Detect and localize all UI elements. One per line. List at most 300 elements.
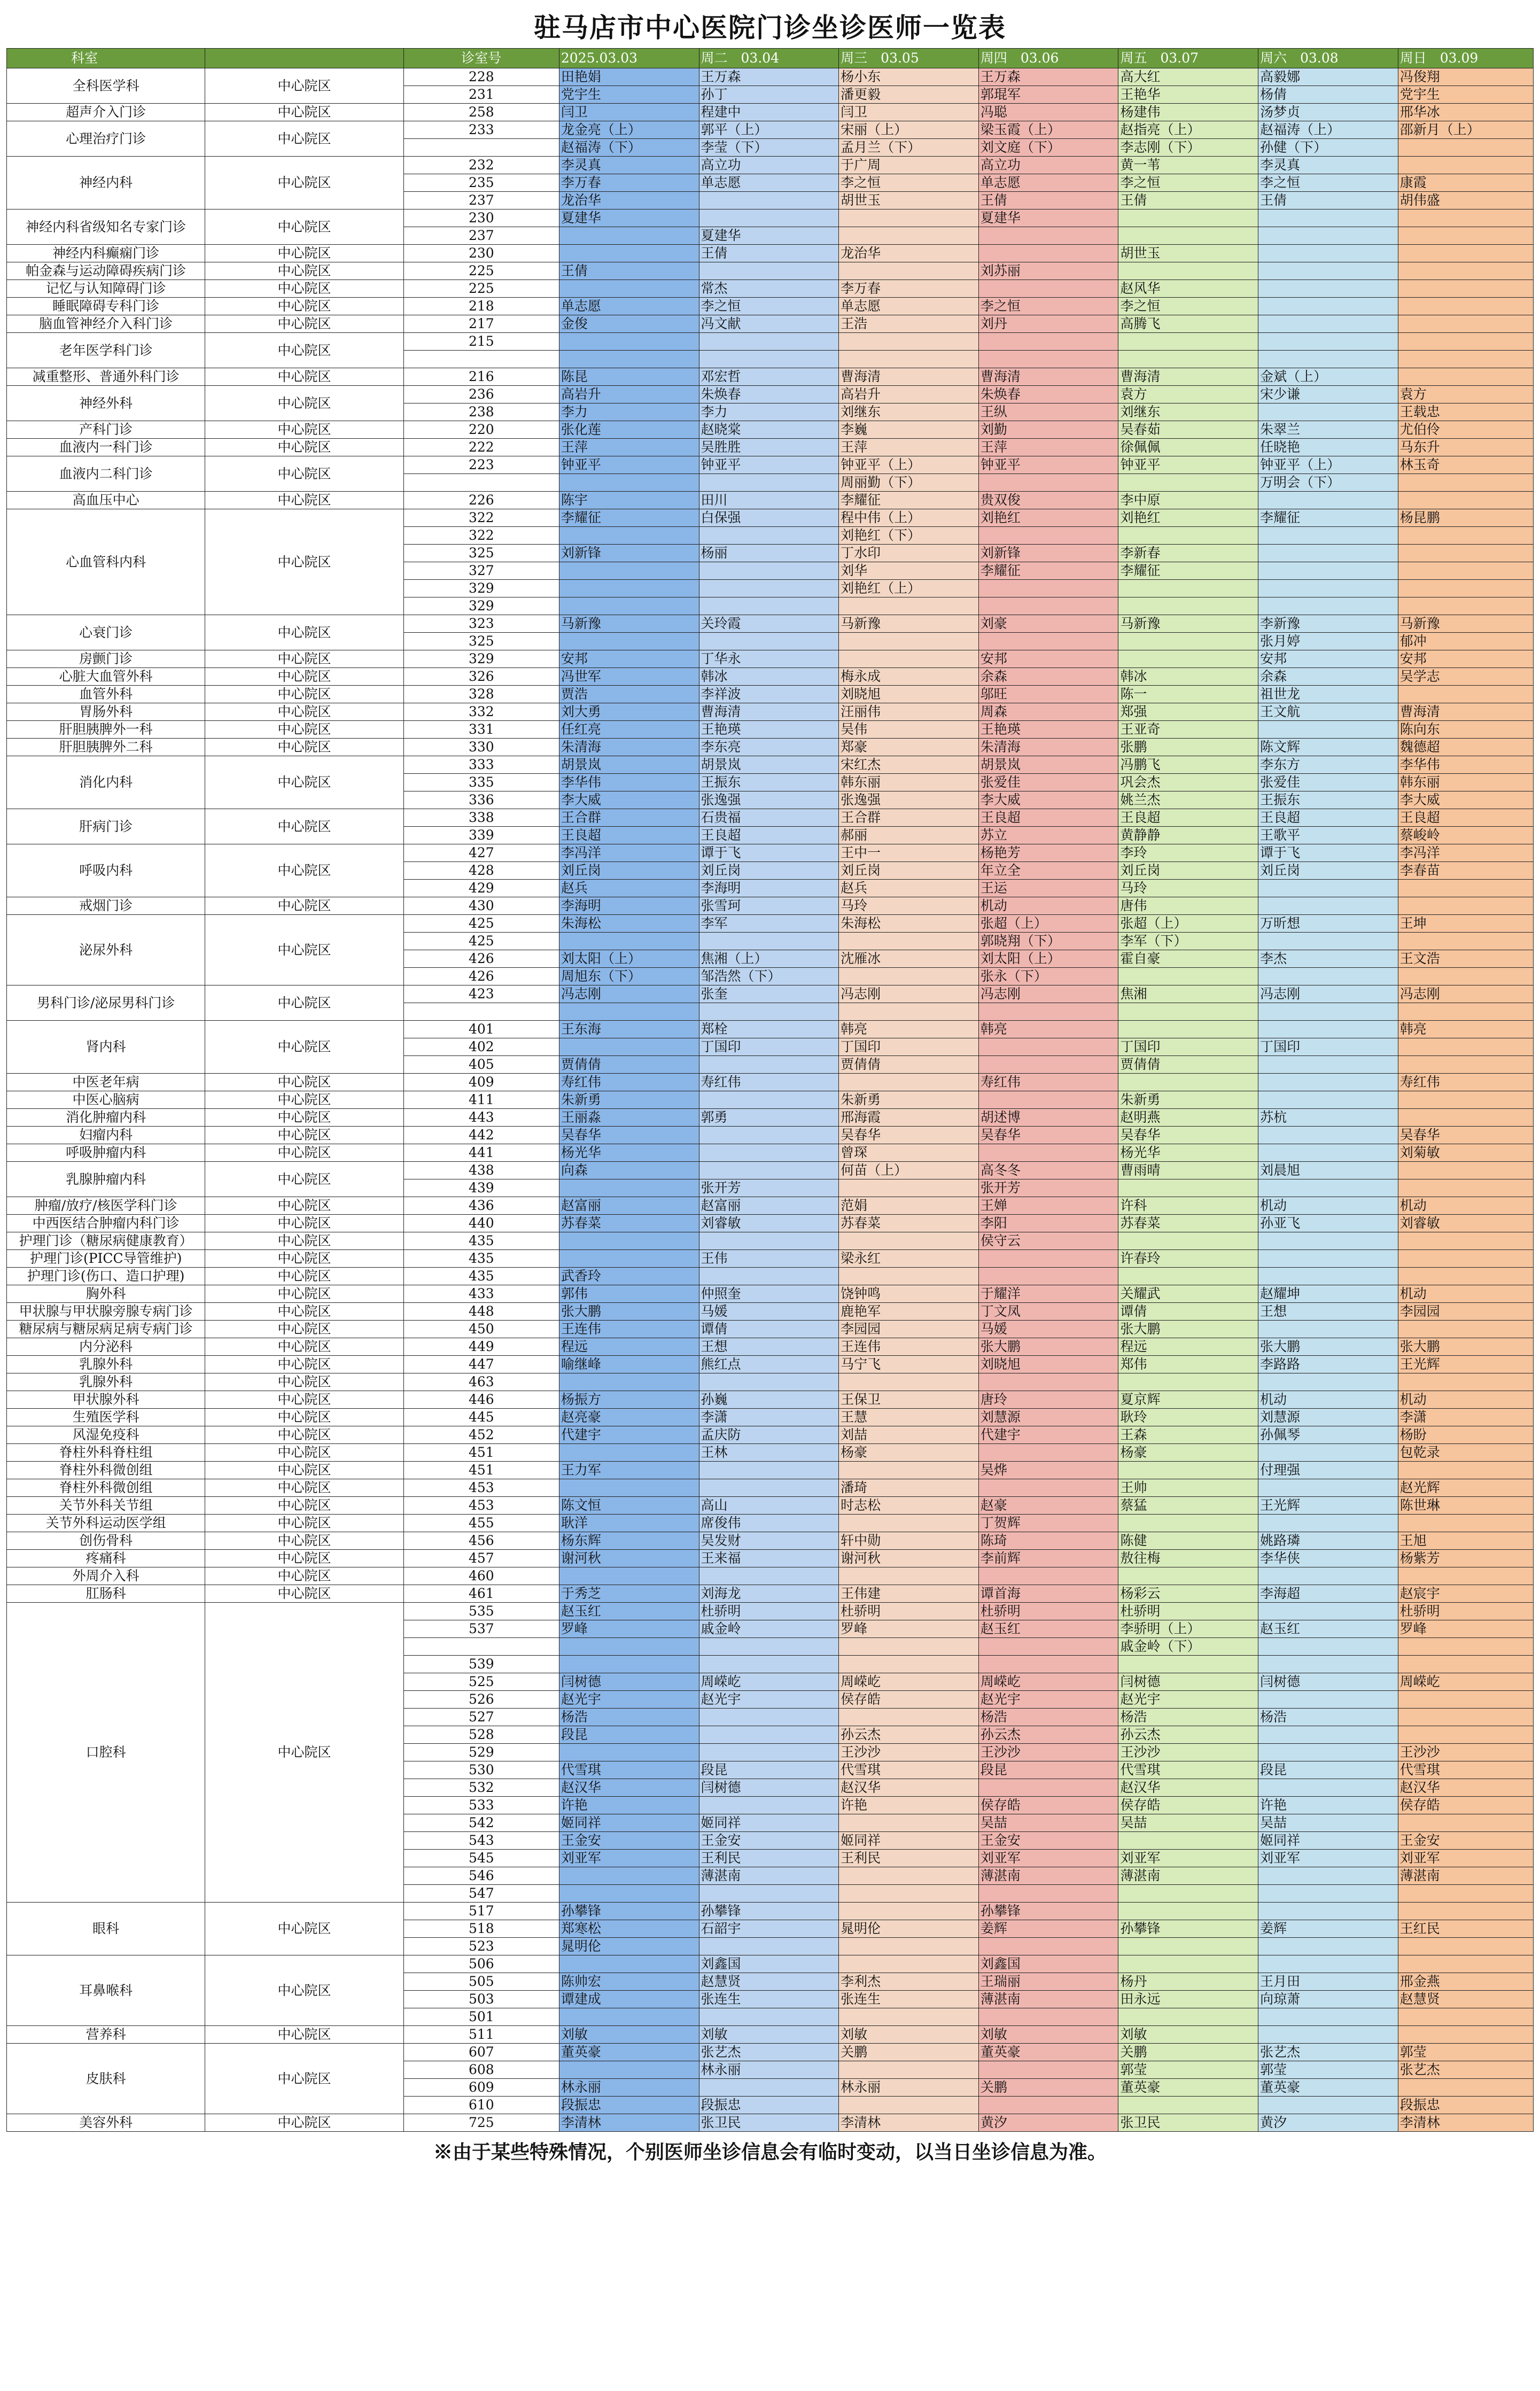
doctor-cell: 李莹（下） xyxy=(699,139,839,157)
doctor-cell xyxy=(699,1232,839,1250)
doctor-cell: 刘太阳（上） xyxy=(559,950,699,968)
doctor-cell xyxy=(1398,1709,1533,1726)
room-number: 339 xyxy=(403,827,559,844)
room-number: 463 xyxy=(403,1373,559,1391)
area-name: 中心院区 xyxy=(205,368,403,386)
doctor-cell: 侯存皓 xyxy=(1398,1797,1533,1814)
doctor-cell: 吴伟 xyxy=(839,721,979,739)
doctor-cell xyxy=(1118,2008,1258,2026)
doctor-cell: 丁水印 xyxy=(839,545,979,562)
doctor-cell: 党宇生 xyxy=(559,86,699,104)
doctor-cell: 王光辉 xyxy=(1398,1356,1533,1373)
doctor-cell: 李万春 xyxy=(839,280,979,298)
doctor-cell xyxy=(699,597,839,615)
room-number: 230 xyxy=(403,209,559,227)
doctor-cell: 周森 xyxy=(978,703,1118,721)
doctor-cell: 陈宇 xyxy=(559,492,699,509)
doctor-cell: 张月婷 xyxy=(1258,633,1398,650)
schedule-row xyxy=(7,1021,1534,1038)
doctor-cell: 唐玲 xyxy=(978,1391,1118,1409)
room-number: 430 xyxy=(403,897,559,915)
doctor-cell: 王倩 xyxy=(559,262,699,280)
room-number: 218 xyxy=(403,298,559,315)
doctor-cell: 孙云杰 xyxy=(978,1726,1118,1744)
doctor-cell xyxy=(1258,403,1398,421)
doctor-cell: 焦湘 xyxy=(1118,985,1258,1003)
schedule-row xyxy=(7,1303,1534,1321)
room-number: 338 xyxy=(403,809,559,827)
doctor-cell: 杨振方 xyxy=(559,1391,699,1409)
doctor-cell xyxy=(839,1656,979,1673)
doctor-cell: 郑强 xyxy=(1118,703,1258,721)
room-number: 439 xyxy=(403,1179,559,1197)
doctor-cell: 夏建华 xyxy=(978,209,1118,227)
doctor-cell: 刘豪 xyxy=(978,615,1118,633)
doctor-cell: 孙云杰 xyxy=(839,1726,979,1744)
doctor-cell: 马新豫 xyxy=(1118,615,1258,633)
room-number: 537 xyxy=(403,1620,559,1638)
doctor-cell: 赵光辉 xyxy=(1398,1479,1533,1497)
doctor-cell: 高冬冬 xyxy=(978,1162,1118,1179)
area-name: 中心院区 xyxy=(205,915,403,985)
area-name: 中心院区 xyxy=(205,1109,403,1127)
doctor-cell xyxy=(839,227,979,245)
doctor-cell: 薄湛南 xyxy=(1118,1867,1258,1885)
doctor-cell: 周嵘屹 xyxy=(839,1673,979,1691)
room-number: 237 xyxy=(403,192,559,209)
doctor-cell xyxy=(1118,1515,1258,1532)
doctor-cell: 杨光华 xyxy=(1118,1144,1258,1162)
doctor-cell: 刘晓旭 xyxy=(978,1356,1118,1373)
doctor-cell xyxy=(1118,209,1258,227)
doctor-cell xyxy=(1398,1179,1533,1197)
doctor-cell: 张艺杰 xyxy=(1258,2044,1398,2061)
doctor-cell: 杨艳芳 xyxy=(978,844,1118,862)
doctor-cell: 杨丹 xyxy=(1118,1973,1258,1991)
dept-name: 神经内科省级知名专家门诊 xyxy=(7,209,205,245)
area-name: 中心院区 xyxy=(205,1532,403,1550)
doctor-cell: 石韶宇 xyxy=(699,1920,839,1938)
area-name: 中心院区 xyxy=(205,985,403,1021)
doctor-cell: 刘新锋 xyxy=(559,545,699,562)
doctor-cell: 谭于飞 xyxy=(1258,844,1398,862)
doctor-cell xyxy=(559,1867,699,1885)
doctor-cell: 杨昆鹏 xyxy=(1398,509,1533,527)
dept-name: 呼吸内科 xyxy=(7,844,205,897)
doctor-cell xyxy=(1398,1638,1533,1656)
doctor-cell: 苏杭 xyxy=(1258,1109,1398,1127)
doctor-cell: 许艳 xyxy=(1258,1797,1398,1814)
schedule-row xyxy=(7,615,1534,633)
doctor-cell: 赵富丽 xyxy=(699,1197,839,1215)
room-number: 608 xyxy=(403,2061,559,2079)
doctor-cell: 王连伟 xyxy=(559,1321,699,1338)
doctor-cell xyxy=(978,597,1118,615)
room-number: 326 xyxy=(403,668,559,686)
doctor-cell: 张爱佳 xyxy=(978,774,1118,791)
doctor-cell xyxy=(1258,1867,1398,1885)
dept-name: 高血压中心 xyxy=(7,492,205,509)
doctor-cell: 张卫民 xyxy=(699,2114,839,2132)
doctor-cell: 杨丽 xyxy=(699,545,839,562)
doctor-cell: 王振东 xyxy=(699,774,839,791)
doctor-cell: 黄汐 xyxy=(978,2114,1118,2132)
doctor-cell xyxy=(1258,897,1398,915)
room-number: 402 xyxy=(403,1038,559,1056)
schedule-row xyxy=(7,1462,1534,1479)
doctor-cell xyxy=(1398,1003,1533,1021)
doctor-cell: 林永丽 xyxy=(559,2079,699,2097)
doctor-cell xyxy=(1118,1003,1258,1021)
room-number: 438 xyxy=(403,1162,559,1179)
doctor-cell: 杨盼 xyxy=(1398,1426,1533,1444)
doctor-cell xyxy=(559,1444,699,1462)
doctor-cell: 张大鹏 xyxy=(1118,1321,1258,1338)
doctor-cell: 刘海龙 xyxy=(699,1585,839,1603)
doctor-cell: 赵光宇 xyxy=(559,1691,699,1709)
doctor-cell: 刘丘岗 xyxy=(839,862,979,880)
doctor-cell: 谭倩 xyxy=(1118,1303,1258,1321)
doctor-cell: 王万森 xyxy=(978,68,1118,86)
room-number: 329 xyxy=(403,580,559,597)
doctor-cell xyxy=(978,474,1118,492)
doctor-cell: 王艳瑛 xyxy=(978,721,1118,739)
room-number: 258 xyxy=(403,104,559,121)
doctor-cell: 李力 xyxy=(699,403,839,421)
doctor-cell: 赵光宇 xyxy=(1118,1691,1258,1709)
doctor-cell: 许艳 xyxy=(559,1797,699,1814)
doctor-cell: 孟庆防 xyxy=(699,1426,839,1444)
schedule-row xyxy=(7,1338,1534,1356)
schedule-row xyxy=(7,915,1534,933)
doctor-cell: 刘亚军 xyxy=(1398,1850,1533,1867)
doctor-cell xyxy=(1118,227,1258,245)
room-number xyxy=(403,1638,559,1656)
doctor-cell: 陈健 xyxy=(1118,1532,1258,1550)
doctor-cell xyxy=(839,1955,979,1973)
doctor-cell: 刘亚军 xyxy=(559,1850,699,1867)
doctor-cell: 段昆 xyxy=(699,1761,839,1779)
doctor-cell xyxy=(1118,474,1258,492)
doctor-cell xyxy=(1398,245,1533,262)
schedule-row xyxy=(7,68,1534,86)
schedule-row xyxy=(7,1321,1534,1338)
doctor-cell: 朱清海 xyxy=(559,739,699,756)
doctor-cell xyxy=(559,580,699,597)
dept-name: 老年医学科门诊 xyxy=(7,333,205,368)
doctor-cell: 谭首海 xyxy=(978,1585,1118,1603)
doctor-cell: 任晓艳 xyxy=(1258,439,1398,456)
doctor-cell: 闫卫 xyxy=(559,104,699,121)
room-number: 332 xyxy=(403,703,559,721)
doctor-cell: 胡景岚 xyxy=(559,756,699,774)
doctor-cell xyxy=(1258,227,1398,245)
doctor-cell: 韩东丽 xyxy=(1398,774,1533,791)
doctor-cell xyxy=(839,1462,979,1479)
doctor-cell xyxy=(1258,351,1398,368)
room-number: 237 xyxy=(403,227,559,245)
doctor-cell: 王倩 xyxy=(1118,192,1258,209)
area-name: 中心院区 xyxy=(205,104,403,121)
room-number: 231 xyxy=(403,86,559,104)
doctor-cell: 焦湘（上） xyxy=(699,950,839,968)
doctor-cell: 代雪琪 xyxy=(1118,1761,1258,1779)
doctor-cell: 机动 xyxy=(1398,1197,1533,1215)
doctor-cell: 王良超 xyxy=(699,827,839,844)
doctor-cell xyxy=(839,933,979,950)
doctor-cell: 张永（下） xyxy=(978,968,1118,985)
area-name: 中心院区 xyxy=(205,1232,403,1250)
doctor-cell xyxy=(1118,1179,1258,1197)
doctor-cell: 机动 xyxy=(1398,1285,1533,1303)
area-name: 中心院区 xyxy=(205,844,403,897)
doctor-cell: 关耀武 xyxy=(1118,1285,1258,1303)
dept-name: 口腔科 xyxy=(7,1603,205,1903)
doctor-cell xyxy=(1258,1656,1398,1673)
doctor-cell: 刘亚军 xyxy=(1258,1850,1398,1867)
doctor-cell xyxy=(1258,209,1398,227)
doctor-cell: 姬同祥 xyxy=(559,1814,699,1832)
doctor-cell: 张开芳 xyxy=(699,1179,839,1197)
doctor-cell xyxy=(1398,1321,1533,1338)
schedule-row xyxy=(7,509,1534,527)
dept-name: 脊柱外科微创组 xyxy=(7,1479,205,1497)
doctor-cell: 李清林 xyxy=(839,2114,979,2132)
doctor-cell: 杨小东 xyxy=(839,68,979,86)
doctor-cell xyxy=(1398,1955,1533,1973)
doctor-cell xyxy=(978,1779,1118,1797)
doctor-cell xyxy=(559,1567,699,1585)
doctor-cell xyxy=(1258,1321,1398,1338)
room-number: 453 xyxy=(403,1497,559,1515)
room-number: 528 xyxy=(403,1726,559,1744)
doctor-cell: 王沙沙 xyxy=(1118,1744,1258,1761)
doctor-cell xyxy=(1258,2097,1398,2114)
room-number: 503 xyxy=(403,1991,559,2008)
schedule-row xyxy=(7,1197,1534,1215)
doctor-cell xyxy=(699,209,839,227)
doctor-cell xyxy=(1398,1903,1533,1920)
room-number: 333 xyxy=(403,756,559,774)
doctor-cell xyxy=(1398,1250,1533,1268)
area-name: 中心院区 xyxy=(205,1426,403,1444)
doctor-cell: 杨光华 xyxy=(559,1144,699,1162)
doctor-cell xyxy=(1398,897,1533,915)
schedule-row xyxy=(7,1091,1534,1109)
doctor-cell: 郑寒松 xyxy=(559,1920,699,1938)
doctor-cell: 杨倩 xyxy=(1258,86,1398,104)
doctor-cell: 刘亚军 xyxy=(1118,1850,1258,1867)
doctor-cell: 罗峰 xyxy=(559,1620,699,1638)
doctor-cell: 韩亮 xyxy=(1398,1021,1533,1038)
doctor-cell: 李路路 xyxy=(1258,1356,1398,1373)
doctor-cell xyxy=(1258,1744,1398,1761)
doctor-cell: 姬同祥 xyxy=(699,1814,839,1832)
doctor-cell xyxy=(1398,262,1533,280)
dept-name: 护理门诊(PICC导管维护) xyxy=(7,1250,205,1268)
doctor-cell: 郭莹 xyxy=(1398,2044,1533,2061)
area-name: 中心院区 xyxy=(205,1268,403,1285)
doctor-cell: 刘敏 xyxy=(1118,2026,1258,2044)
doctor-cell: 王倩 xyxy=(699,245,839,262)
doctor-cell: 向琼萧 xyxy=(1258,1991,1398,2008)
doctor-cell xyxy=(839,262,979,280)
doctor-cell: 李前辉 xyxy=(978,1550,1118,1567)
schedule-row xyxy=(7,1567,1534,1585)
doctor-cell xyxy=(839,1709,979,1726)
room-number: 322 xyxy=(403,527,559,545)
schedule-row xyxy=(7,333,1534,351)
room-number: 235 xyxy=(403,174,559,192)
room-number: 607 xyxy=(403,2044,559,2061)
doctor-cell: 丁国印 xyxy=(699,1038,839,1056)
doctor-cell: 许春玲 xyxy=(1118,1250,1258,1268)
room-number: 456 xyxy=(403,1532,559,1550)
doctor-cell: 耿洋 xyxy=(559,1515,699,1532)
doctor-cell xyxy=(1398,1814,1533,1832)
doctor-cell: 刘敏 xyxy=(559,2026,699,2044)
doctor-cell xyxy=(559,1179,699,1197)
schedule-row xyxy=(7,809,1534,827)
doctor-cell xyxy=(1398,1109,1533,1127)
doctor-cell: 贵双俊 xyxy=(978,492,1118,509)
doctor-cell: 曹雨晴 xyxy=(1118,1162,1258,1179)
doctor-cell: 高大红 xyxy=(1118,68,1258,86)
doctor-cell xyxy=(978,1885,1118,1903)
doctor-cell: 高立功 xyxy=(699,157,839,174)
doctor-cell: 王利民 xyxy=(839,1850,979,1867)
doctor-cell xyxy=(699,1726,839,1744)
doctor-cell xyxy=(559,597,699,615)
doctor-cell: 李祥波 xyxy=(699,686,839,703)
schedule-row xyxy=(7,1144,1534,1162)
schedule-row xyxy=(7,456,1534,474)
doctor-cell xyxy=(1258,298,1398,315)
doctor-cell xyxy=(839,1903,979,1920)
doctor-cell: 张连生 xyxy=(839,1991,979,2008)
dept-name: 内分泌科 xyxy=(7,1338,205,1356)
doctor-cell: 王丽淼 xyxy=(559,1109,699,1127)
doctor-cell: 王运 xyxy=(978,880,1118,897)
schedule-row xyxy=(7,686,1534,703)
schedule-row xyxy=(7,157,1534,174)
doctor-cell: 段昆 xyxy=(978,1761,1118,1779)
doctor-cell: 李耀征 xyxy=(839,492,979,509)
doctor-cell: 姜辉 xyxy=(978,1920,1118,1938)
schedule-row xyxy=(7,756,1534,774)
area-name: 中心院区 xyxy=(205,121,403,157)
dept-name: 胃肠外科 xyxy=(7,703,205,721)
doctor-cell xyxy=(1258,1691,1398,1709)
schedule-row xyxy=(7,985,1534,1003)
doctor-cell: 王东海 xyxy=(559,1021,699,1038)
doctor-cell: 苏春菜 xyxy=(559,1215,699,1232)
doctor-cell: 机动 xyxy=(1258,1197,1398,1215)
doctor-cell: 朱新勇 xyxy=(839,1091,979,1109)
schedule-table xyxy=(6,48,1534,2132)
dept-name: 脊柱外科脊柱组 xyxy=(7,1444,205,1462)
doctor-cell: 朱焕春 xyxy=(978,386,1118,403)
schedule-row xyxy=(7,1479,1534,1497)
doctor-cell: 王沙沙 xyxy=(839,1744,979,1761)
doctor-cell xyxy=(1398,1691,1533,1709)
doctor-cell xyxy=(978,1638,1118,1656)
doctor-cell: 时志松 xyxy=(839,1497,979,1515)
room-number: 449 xyxy=(403,1338,559,1356)
doctor-cell xyxy=(1398,562,1533,580)
doctor-cell xyxy=(978,527,1118,545)
area-name: 中心院区 xyxy=(205,1391,403,1409)
doctor-cell: 刘艳红 xyxy=(1118,509,1258,527)
doctor-cell: 丁国印 xyxy=(1118,1038,1258,1056)
doctor-cell: 冯志刚 xyxy=(978,985,1118,1003)
room-number: 526 xyxy=(403,1691,559,1709)
doctor-cell: 白保强 xyxy=(699,509,839,527)
doctor-cell: 张超（上） xyxy=(1118,915,1258,933)
schedule-row xyxy=(7,1532,1534,1550)
doctor-cell: 马新豫 xyxy=(559,615,699,633)
doctor-cell: 刘菊敏 xyxy=(1398,1144,1533,1162)
doctor-cell: 唐伟 xyxy=(1118,897,1258,915)
room-number: 452 xyxy=(403,1426,559,1444)
dept-name: 心脏大血管外科 xyxy=(7,668,205,686)
doctor-cell xyxy=(559,2061,699,2079)
doctor-cell xyxy=(1258,1074,1398,1091)
room-number: 505 xyxy=(403,1973,559,1991)
doctor-cell: 刘丘岗 xyxy=(1118,862,1258,880)
doctor-cell: 仲照奎 xyxy=(699,1285,839,1303)
doctor-cell: 杨建伟 xyxy=(1118,104,1258,121)
doctor-cell xyxy=(699,262,839,280)
doctor-cell xyxy=(559,280,699,298)
area-name: 中心院区 xyxy=(205,1603,403,1903)
doctor-cell: 王浩 xyxy=(839,315,979,333)
schedule-row xyxy=(7,1268,1534,1285)
room-number: 226 xyxy=(403,492,559,509)
doctor-cell: 王林 xyxy=(699,1444,839,1462)
doctor-cell: 贾倩倩 xyxy=(559,1056,699,1074)
doctor-cell: 高立功 xyxy=(978,157,1118,174)
doctor-cell xyxy=(1258,527,1398,545)
doctor-cell xyxy=(1258,1444,1398,1462)
area-name: 中心院区 xyxy=(205,157,403,209)
doctor-cell: 汪丽伟 xyxy=(839,703,979,721)
doctor-cell: 吴春华 xyxy=(839,1127,979,1144)
doctor-cell: 曹海清 xyxy=(699,703,839,721)
doctor-cell: 周嵘屹 xyxy=(699,1673,839,1691)
doctor-cell: 冯志刚 xyxy=(839,985,979,1003)
doctor-cell: 杜骄明 xyxy=(1398,1603,1533,1620)
doctor-cell: 韩冰 xyxy=(699,668,839,686)
area-name: 中心院区 xyxy=(205,1127,403,1144)
doctor-cell: 张连生 xyxy=(699,1991,839,2008)
doctor-cell: 梁玉霞（上） xyxy=(978,121,1118,139)
doctor-cell xyxy=(839,1885,979,1903)
area-name: 中心院区 xyxy=(205,1497,403,1515)
doctor-cell xyxy=(1258,2008,1398,2026)
doctor-cell: 李耀征 xyxy=(1258,509,1398,527)
room-number: 455 xyxy=(403,1515,559,1532)
doctor-cell: 冯俊翔 xyxy=(1398,68,1533,86)
room-number xyxy=(403,351,559,368)
header-row xyxy=(7,49,1534,68)
doctor-cell: 王利民 xyxy=(699,1850,839,1867)
doctor-cell: 王亚奇 xyxy=(1118,721,1258,739)
doctor-cell: 吴烨 xyxy=(978,1462,1118,1479)
doctor-cell xyxy=(1398,686,1533,703)
doctor-cell: 吴春华 xyxy=(1118,1127,1258,1144)
doctor-cell: 李海超 xyxy=(1258,1585,1398,1603)
